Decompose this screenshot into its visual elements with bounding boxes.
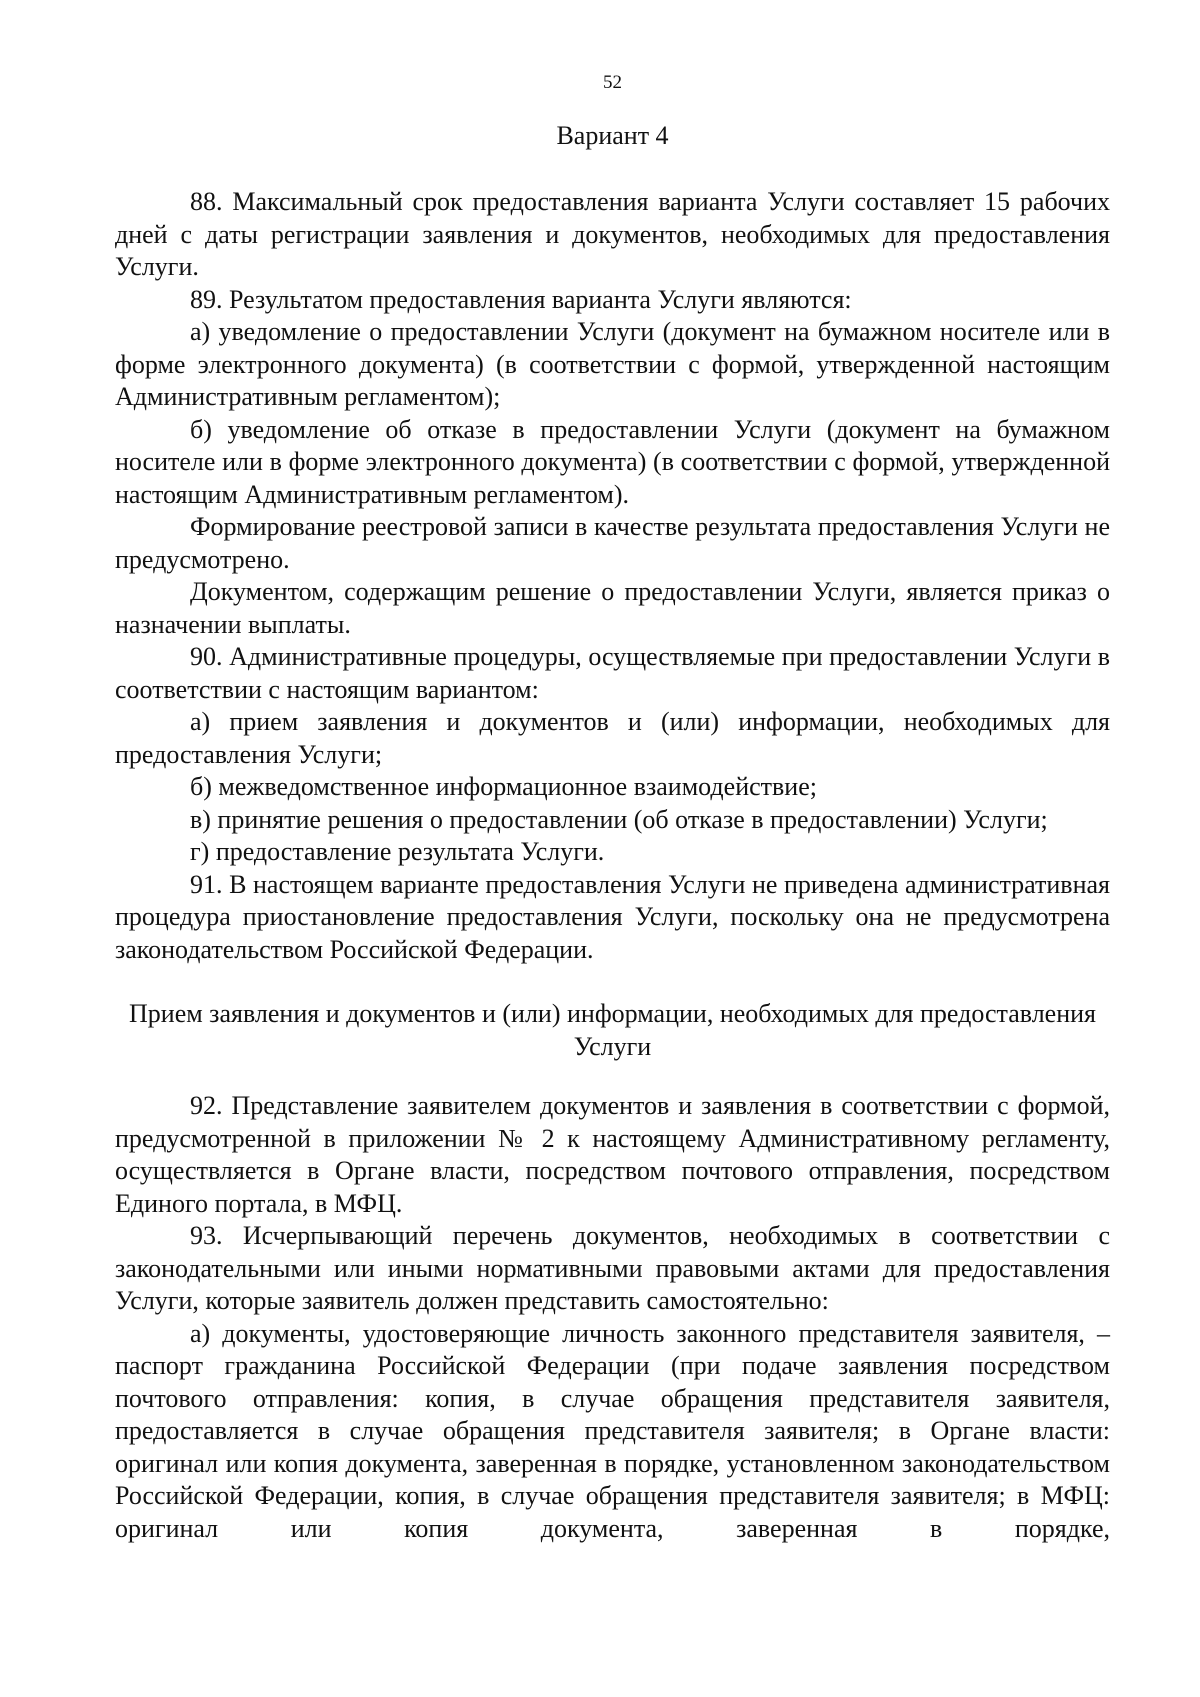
paragraph-89: 89. Результатом предоставления варианта Услуги являются: — [190, 284, 852, 314]
paragraph-92: 92. Представление заявителем документов и заявления в соответствии с формой, предусмотренной в приложении № 2 к настоящему Административному регламенту, осуществляется в Органе власти, посредством почтового отправления, посредством Единого портала, в МФЦ. — [115, 1091, 1110, 1218]
paragraph-90-g: г) предоставление результата Услуги. — [190, 837, 605, 866]
body-section-2 — [115, 1090, 1110, 1545]
paragraph-90-b: б) межведомственное информационное взаимодействие; — [190, 772, 817, 801]
paragraph-90-a: а) прием заявления и документов и (или) информации, необходимых для предоставления Услуги; — [115, 707, 1110, 769]
paragraph-93: 93. Исчерпывающий перечень документов, необходимых в соответствии с законодательными или иными нормативными правовыми актами для предоставления Услуги, которые заявитель должен представить самостоятельно: — [115, 1221, 1110, 1315]
paragraph-89-b: б) уведомление об отказе в предоставлении Услуги (документ на бумажном носителе или в форме электронного документа) (в соответствии с формой, утвержденной настоящим Административным регламентом). — [115, 414, 1110, 509]
variant-heading: Вариант 4 — [556, 121, 669, 150]
paragraph-90-v: в) принятие решения о предоставлении (об отказе в предоставлении) Услуги; — [190, 804, 1048, 834]
section-heading: Прием заявления и документов и (или) информации, необходимых для предоставления Услуги — [129, 999, 1096, 1061]
page-number: 52 — [603, 72, 622, 93]
paragraph-88: 88. Максимальный срок предоставления варианта Услуги составляет 15 рабочих дней с даты регистрации заявления и документов, необходимых для предоставления Услуги. — [115, 187, 1110, 281]
paragraph-90: 90. Административные процедуры, осуществляемые при предоставлении Услуги в соответствии с настоящим вариантом: — [115, 642, 1110, 704]
body-section-1 — [115, 186, 1110, 966]
paragraph-decision-document: Документом, содержащим решение о предоставлении Услуги, является приказ о назначении выплаты. — [115, 577, 1110, 639]
paragraph-93-a: а) документы, удостоверяющие личность законного представителя заявителя, – паспорт гражданина Российской Федерации (при подаче заявления посредством почтового отправления: копия, в случае обращения представителя заявителя, предоставляется в случае обращения представителя заявителя; в Органе власти: оригинал или копия документа, заверенная в порядке, установленном законодательством Российской Федерации, копия, в случае обращения представителя заявителя; в МФЦ: оригинал или копия документа, заверенная в порядке, — [115, 1318, 1110, 1543]
paragraph-registry-record: Формирование реестровой записи в качестве результата предоставления Услуги не предусмотрено. — [115, 512, 1110, 574]
paragraph-91: 91. В настоящем варианте предоставления Услуги не приведена административная процедура приостановление предоставления Услуги, поскольку она не предусмотрена законодательством Российской Федерации. — [115, 869, 1110, 964]
paragraph-89-a: а) уведомление о предоставлении Услуги (документ на бумажном носителе или в форме электронного документа) (в соответствии с формой, утвержденной настоящим Административным регламентом); — [115, 317, 1110, 411]
